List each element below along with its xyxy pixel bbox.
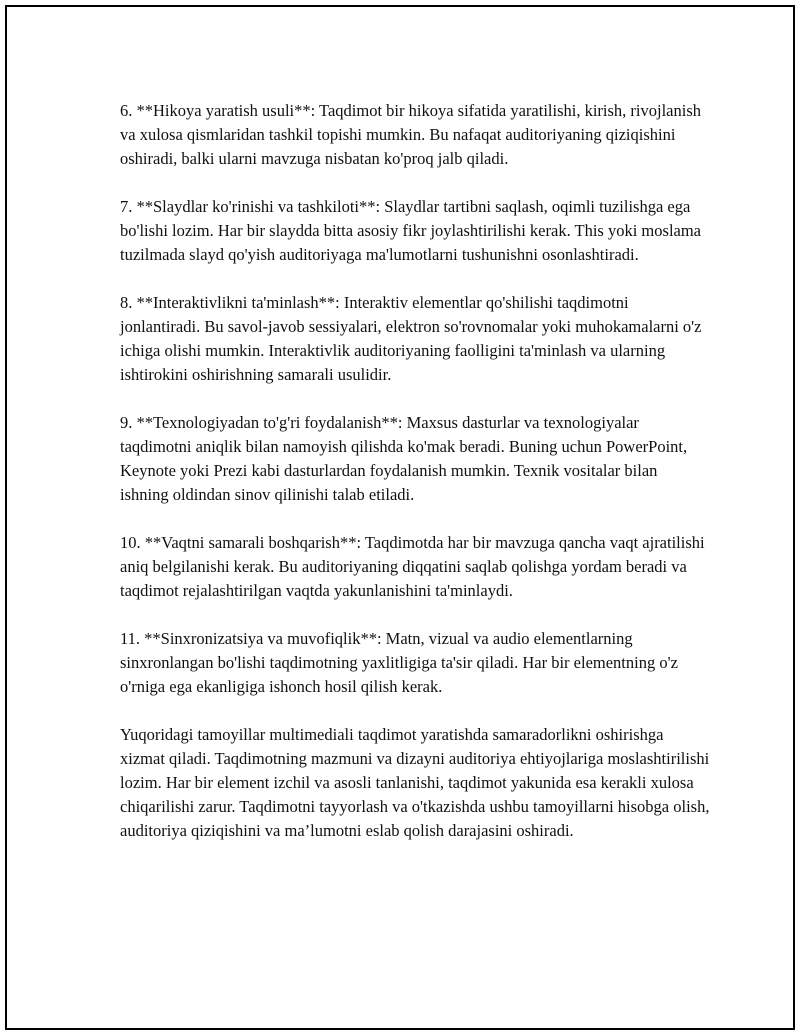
paragraph-texnologiya: 9. **Texnologiyadan to'g'ri foydalanish**: Maxsus dasturlar va texnologiyalar taqdimotni aniqlik bilan namoyish qilishda ko'mak beradi. Buning uchun PowerPoint, Keynote yoki Prezi kabi dasturlardan foydalanish mumkin. Texnik vositalar bilan ishning oldindan sinov qilinishi talab etiladi. [120,413,688,504]
paragraph-interaktivlik: 8. **Interaktivlikni ta'minlash**: Interaktiv elementlar qo'shilishi taqdimotni jonlantiradi. Bu savol-javob sessiyalari, elektron so'rovnomalar yoki muhokamalarni o'z ichiga olishi mumkin. Interaktivlik auditoriyaning faolligini ta'minlash va ularning ishtirokini oshirishning samarali usulidir. [120,293,702,384]
paragraph-sinxronizatsiya: 11. **Sinxronizatsiya va muvofiqlik**: Matn, vizual va audio elementlarning sinxronlangan bo'lishi taqdimotning yaxlitligiga ta'sir qiladi. Har bir elementning o'z o'rniga ega ekanligiga ishonch hosil qilish kerak. [120,629,678,696]
paragraph-xulosa: Yuqoridagi tamoyillar multimediali taqdimot yaratishda samaradorlikni oshirishga xizmat qiladi. Taqdimotning mazmuni va dizayni auditoriya ehtiyojlariga moslashtirilishi lozim. Har bir element izchil va asosli tanlanishi, taqdimot yakunida esa kerakli xulosa chiqarilishi zarur. Taqdimotni tayyorlash va o'tkazishda ushbu tamoyillarni hisobga olish, auditoriya qiziqishini va ma’lumotni eslab qolish darajasini oshiradi. [120,725,710,840]
paragraph-slaydlar-korinishi: 7. **Slaydlar ko'rinishi va tashkiloti**: Slaydlar tartibni saqlash, oqimli tuzilishga ega bo'lishi lozim. Har bir slaydda bitta asosiy fikr joylashtirilishi kerak. This yoki moslama tuzilmada slayd qo'yish auditoriyaga ma'lumotlarni tushunishni osonlashtiradi. [120,197,702,264]
page-frame [5,5,795,1030]
paragraph-hikoya-yaratish: 6. **Hikoya yaratish usuli**: Taqdimot bir hikoya sifatida yaratilishi, kirish, rivojlanish va xulosa qismlaridan tashkil topishi mumkin. Bu nafaqat auditoriyaning qiziqishini oshiradi, balki ularni mavzuga nisbatan ko'proq jalb qiladi. [120,101,702,168]
document-body [120,99,710,843]
paragraph-vaqt-boshqarish: 10. **Vaqtni samarali boshqarish**: Taqdimotda har bir mavzuga qancha vaqt ajratilishi aniq belgilanishi kerak. Bu auditoriyaning diqqatini saqlab qolishga yordam beradi va taqdimot rejalashtirilgan vaqtda yakunlanishini ta'minlaydi. [120,533,705,600]
